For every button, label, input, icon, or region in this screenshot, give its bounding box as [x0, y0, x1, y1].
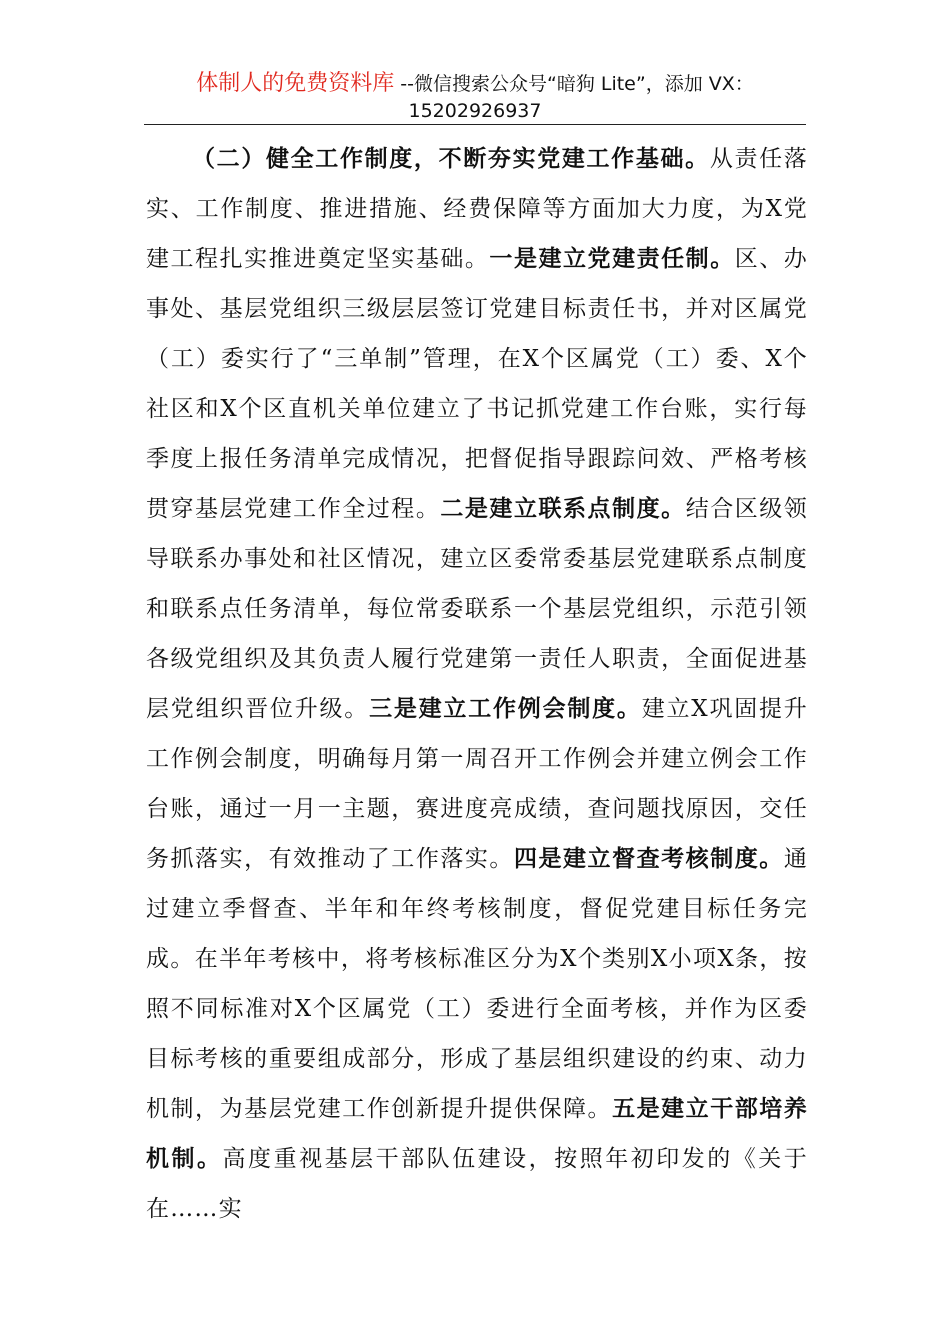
header-line-2 — [0, 98, 950, 125]
header-line-1 — [0, 70, 950, 98]
item-3-text: 建立X巩固提升工作例会制度，明确每月第一周召开工作例会并建立例会工作台账，通过一月一主题，赛进度亮成绩，查问题找原因，交任务抓落实，有效推动了工作落实。 — [146, 696, 809, 872]
promo-text: --微信搜索公众号“暗狗 Lite”，添加 VX： — [394, 73, 754, 95]
item-1-title: 一是建立党建责任制。 — [489, 246, 735, 272]
item-2-text: 结合区级领导联系办事处和社区情况，建立区委常委基层党建联系点制度和联系点任务清单，每位常委联系一个基层党组织，示范引领各级党组织及其负责人履行党建第一责任人职责，全面促进基层党组织晋位升级。 — [146, 496, 809, 722]
item-5-text: 高度重视基层干部队伍建设，按照年初印发的《关于在……实 — [146, 1146, 808, 1222]
item-4-text: 通过建立季督查、半年和年终考核制度，督促党建目标任务完成。在半年考核中，将考核标准区分为X个类别X小项X条，按照不同标准对X个区属党（工）委进行全面考核，并作为区委目标考核的重要组成部分，形成了基层组织建设的约束、动力机制，为基层党建工作创新提升提供保障。 — [146, 846, 809, 1122]
brand-title: 体制人的免费资料库 — [196, 71, 395, 96]
contact-number: 15202926937 — [408, 100, 542, 122]
item-1-text: 区、办事处、基层党组织三级层层签订党建目标责任书，并对区属党（工）委实行了“三单制”管理，在X个区属党（工）委、X个社区和X个区直机关单位建立了书记抓党建工作台账，实行每季度上报任务清单完成情况，把督促指导跟踪问效、严格考核贯穿基层党建工作全过程。 — [146, 246, 808, 522]
item-4-title: 四是建立督查考核制度。 — [513, 846, 784, 872]
section-heading: （二）健全工作制度，不断夯实党建工作基础。 — [192, 146, 710, 172]
item-3-title: 三是建立工作例会制度。 — [369, 696, 642, 722]
item-2-title: 二是建立联系点制度。 — [440, 496, 686, 522]
header-divider — [144, 124, 806, 125]
page-header — [0, 70, 950, 125]
section-intro: 从责任落实、工作制度、推进措施、经费保障等方面加大力度，为X党建工程扎实推进奠定坚实基础。 — [146, 146, 808, 272]
document-body — [146, 134, 808, 1234]
item-5-title: 五是建立干部培养机制。 — [146, 1096, 808, 1172]
